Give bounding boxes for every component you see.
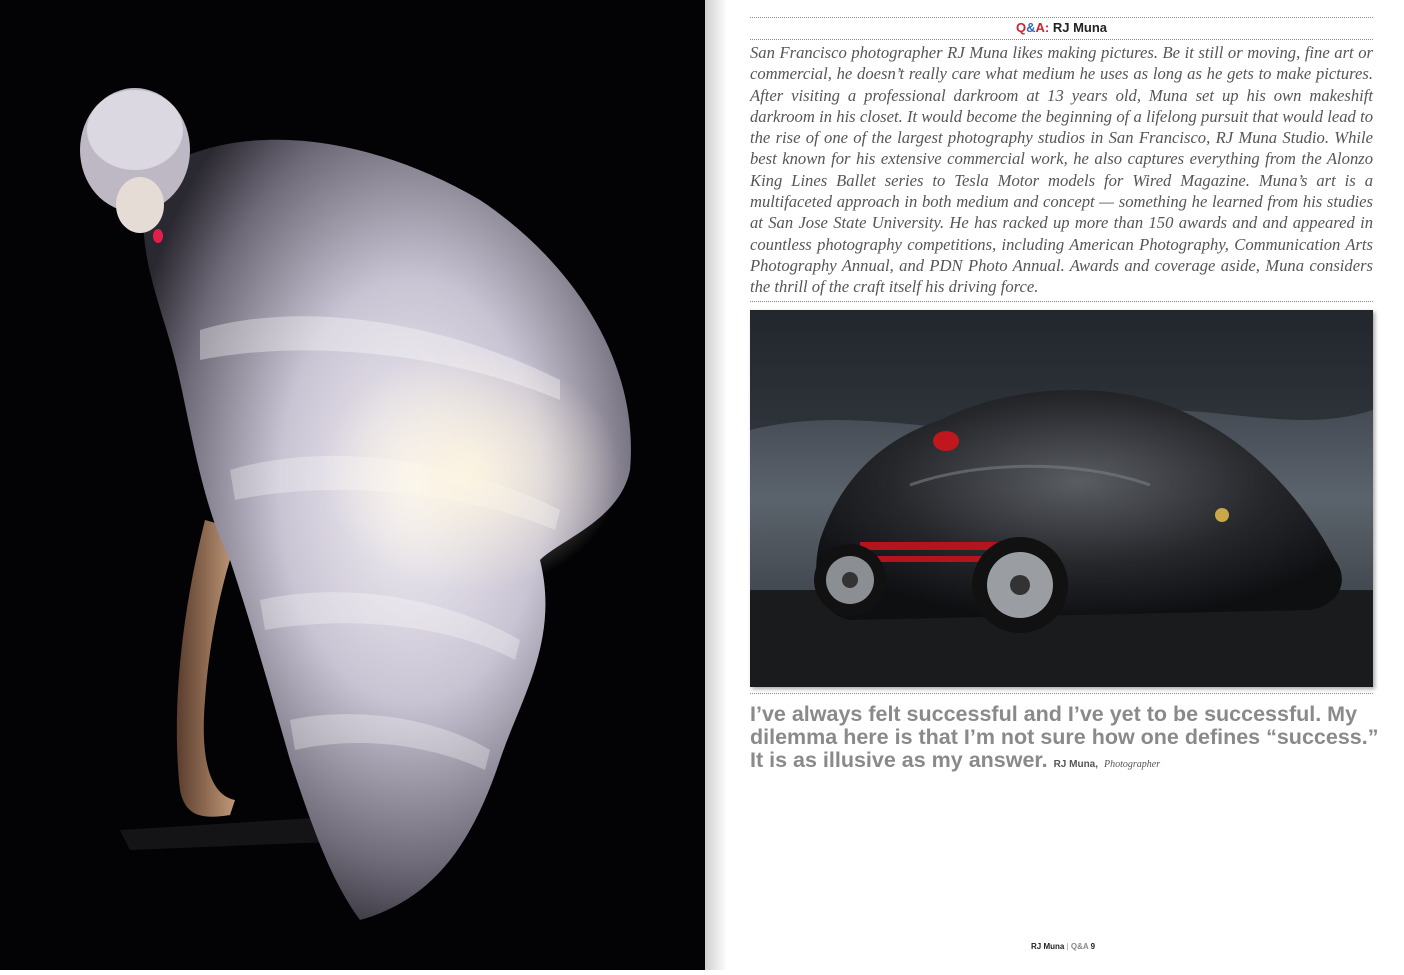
header-top-rule [750,17,1373,18]
folio-separator: | [1066,942,1069,951]
folio-section: Q&A [1070,942,1089,951]
body-painted-car-image [750,310,1373,687]
header-q: Q [1015,20,1027,35]
page-folio [1031,942,1095,951]
photo-top-rule [750,301,1373,302]
pull-quote-text: I’ve always felt successful and I’ve yet to be successful. My dilemma here is that I’m not sure how one defines “success.” It is as illusive as my answer. [750,702,1379,772]
header-a: A: [1035,20,1050,35]
quote-top-rule [750,693,1373,694]
intro-paragraph: San Francisco photographer RJ Muna likes making pictures. Be it still or moving, fine art or commercial, he doesn’t really care what medium he uses as long as he gets to make pictures. After visiting a professional darkroom at 13 years old, Muna set up his own makeshift darkroom in his closet. It would become the beginning of a lifelong pursuit that would lead to the rise of one of the largest photography studios in San Francisco, RJ Muna Studio. While best known for his extensive commercial work, he also captures everything from the Alonzo King Lines Ballet series to Tesla Motor models for Wired Magazine. Muna’s art is a multifaceted approach in both medium and concept — something he learned from his studies at San Jose State University. He has racked up more than 150 awards and and appeared in countless photography competitions, including American Photography, Communication Arts Photography Annual, and PDN Photo Annual. Awards and coverage aside, Muna considers the thrill of the craft itself his driving force. [750,43,1373,297]
header-bottom-rule [750,39,1373,40]
dancer-feather-costume-image [0,0,705,970]
header-subject: RJ Muna [1052,20,1108,35]
left-page-photo [0,0,705,970]
car-photo [750,310,1373,687]
folio-page-number: 9 [1090,942,1096,951]
quote-attribution-name: RJ Muna, [1053,759,1099,770]
section-header [750,20,1373,35]
header-amp: & [1026,20,1036,35]
quote-attribution-role: Photographer [1104,759,1161,770]
folio-name: RJ Muna [1031,942,1065,951]
page-gutter-shadow [705,0,727,970]
pull-quote [750,703,1390,776]
